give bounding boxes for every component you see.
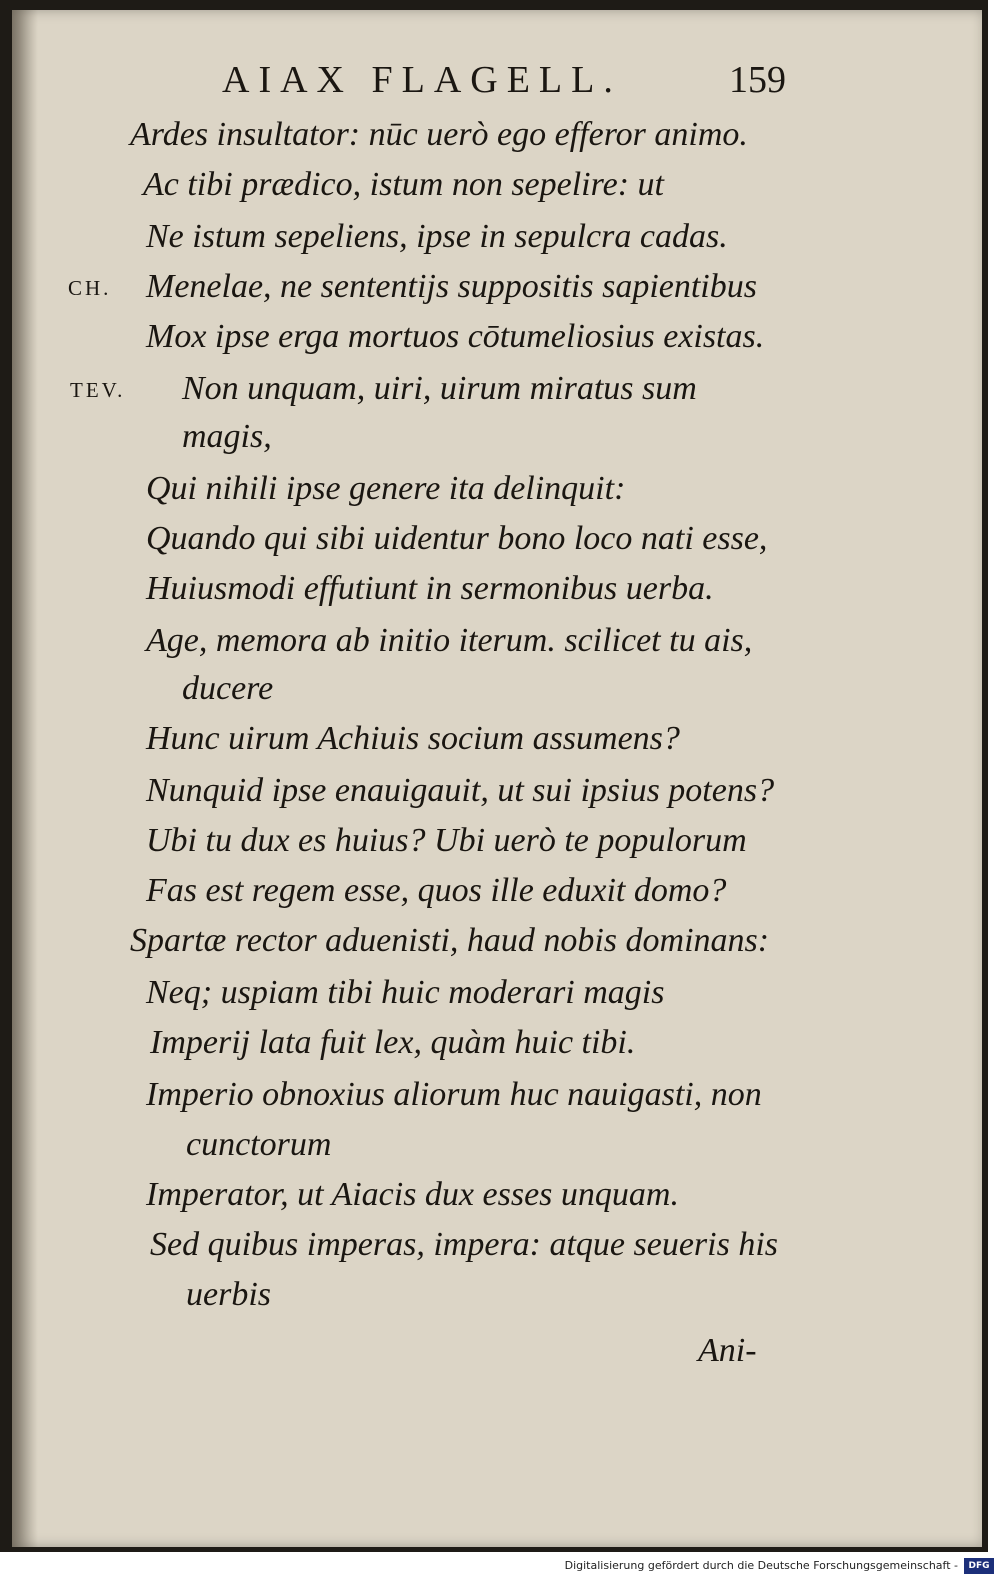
verse-line: Menelae, ne sententijs suppositis sapientibus — [146, 268, 757, 305]
verse-line: Imperio obnoxius aliorum huc nauigasti, non — [146, 1076, 762, 1113]
verse-line-continuation: cunctorum — [186, 1126, 332, 1163]
verse-line: Fas est regem esse, quos ille eduxit domo? — [146, 872, 727, 909]
verse-line: Age, memora ab initio iterum. scilicet tu ais, — [146, 622, 753, 659]
verse-line: Nunquid ipse enauigauit, ut sui ipsius potens? — [146, 772, 775, 809]
verse-line: Neq; uspiam tibi huic moderari magis — [146, 974, 665, 1011]
verse-line-continuation: uerbis — [186, 1276, 271, 1313]
verse-line: Ardes insultator: nūc uerò ego efferor animo. — [130, 116, 748, 153]
verse-line-continuation: magis, — [182, 418, 272, 455]
running-title: AIAX FLAGELL. — [222, 59, 622, 101]
verse-line: Mox ipse erga mortuos cōtumeliosius existas. — [146, 318, 765, 355]
verse-line: Imperator, ut Aiacis dux esses unquam. — [146, 1176, 679, 1213]
speaker-label-teu: TEV. — [70, 378, 126, 402]
verse-line: Ac tibi prædico, istum non sepelire: ut — [143, 166, 664, 203]
verse-line: Quando qui sibi uidentur bono loco nati esse, — [146, 520, 768, 557]
catchword: Ani- — [698, 1332, 757, 1369]
verse-line: Spartæ rector aduenisti, haud nobis dominans: — [130, 922, 770, 959]
verse-line: Ubi tu dux es huius? Ubi uerò te populorum — [146, 822, 747, 859]
verse-line: Hunc uirum Achiuis socium assumens? — [146, 720, 680, 757]
verse-line: Imperij lata fuit lex, quàm huic tibi. — [150, 1024, 636, 1061]
funding-credit: Digitalisierung gefördert durch die Deutsche Forschungsgemeinschaft - — [564, 1559, 958, 1572]
speaker-label-ch: CH. — [68, 276, 112, 300]
digitization-footer — [0, 1552, 1000, 1582]
page-number: 159 — [729, 59, 786, 101]
verse-line: Sed quibus imperas, impera: atque seueris his — [150, 1226, 779, 1263]
verse-line: Ne istum sepeliens, ipse in sepulcra cadas. — [146, 218, 728, 255]
verse-line: Huiusmodi effutiunt in sermonibus uerba. — [146, 570, 714, 607]
verse-line: Non unquam, uiri, uirum miratus sum — [182, 370, 697, 407]
verse-line-continuation: ducere — [182, 670, 274, 707]
verse-line: Qui nihili ipse genere ita delinquit: — [146, 470, 626, 507]
dfg-logo: DFG — [964, 1558, 994, 1574]
